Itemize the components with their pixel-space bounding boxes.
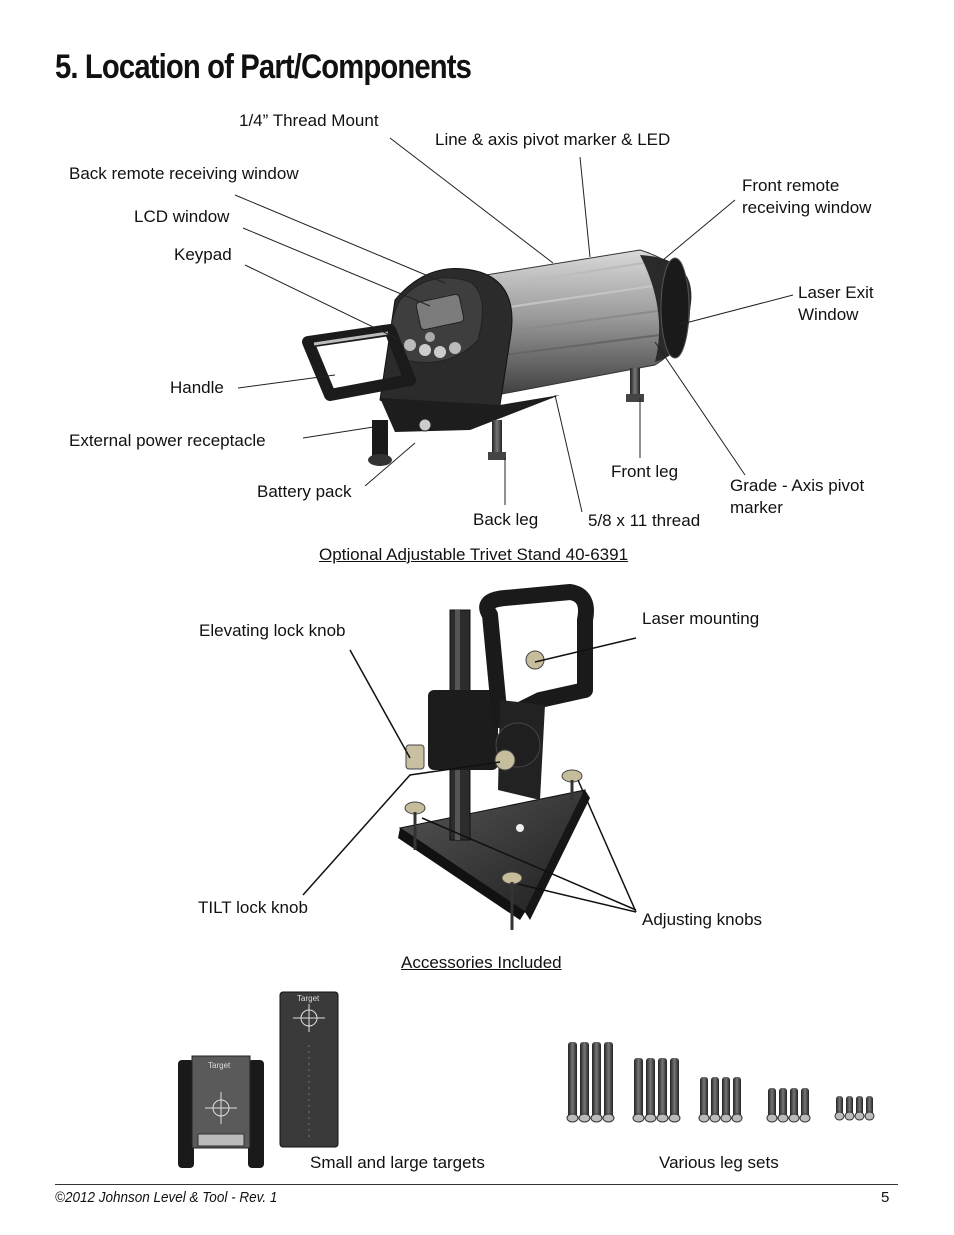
label-grade-axis-1: Grade - Axis pivot xyxy=(730,476,865,495)
leg-rod-foot xyxy=(633,1114,644,1122)
caption-leg-sets: Various leg sets xyxy=(659,1153,779,1172)
leg-rod xyxy=(604,1042,613,1118)
footer-page-number: 5 xyxy=(881,1189,890,1206)
label-battery-pack: Battery pack xyxy=(257,482,352,501)
label-5-8-thread: 5/8 x 11 thread xyxy=(588,511,701,530)
footer-copyright: ©2012 Johnson Level & Tool - Rev. 1 xyxy=(55,1189,278,1206)
label-keypad: Keypad xyxy=(174,245,232,264)
leg-rod-foot xyxy=(789,1114,799,1122)
leg-rod xyxy=(568,1042,577,1118)
leg-rod-foot xyxy=(835,1112,844,1120)
leg-rod xyxy=(670,1058,679,1118)
label-laser-mounting: Laser mounting xyxy=(642,609,760,628)
accessories-heading: Accessories Included xyxy=(401,953,562,972)
large-target-image xyxy=(280,992,338,1147)
label-front-leg: Front leg xyxy=(611,462,679,481)
footer-divider xyxy=(55,1184,898,1185)
page-title: 5. Location of Part/Components xyxy=(55,48,472,86)
label-line-axis-marker: Line & axis pivot marker & LED xyxy=(435,130,671,149)
leg-rod xyxy=(733,1077,741,1118)
leg-rod-foot xyxy=(645,1114,656,1122)
leg-rod-foot xyxy=(778,1114,788,1122)
caption-targets: Small and large targets xyxy=(310,1153,485,1172)
label-laser-exit-1: Laser Exit xyxy=(798,283,874,302)
label-elevating-lock: Elevating lock knob xyxy=(199,621,346,640)
leg-rod xyxy=(592,1042,601,1118)
leg-rod-foot xyxy=(669,1114,680,1122)
small-target-image xyxy=(178,1056,264,1168)
large-target-word: Target xyxy=(297,994,320,1003)
leg-rod xyxy=(646,1058,655,1118)
trivet-stand-image xyxy=(398,592,590,930)
leg-sets-image xyxy=(567,1042,874,1122)
leg-rod xyxy=(700,1077,708,1118)
label-back-remote-window: Back remote receiving window xyxy=(69,164,299,183)
leg-rod-foot xyxy=(591,1114,602,1122)
trivet-heading: Optional Adjustable Trivet Stand 40-6391 xyxy=(319,545,629,564)
leg-rod-foot xyxy=(657,1114,668,1122)
label-lcd-window: LCD window xyxy=(134,207,230,226)
leg-rod-foot xyxy=(579,1114,590,1122)
leg-rod xyxy=(711,1077,719,1118)
leg-rod xyxy=(722,1077,730,1118)
leg-rod-foot xyxy=(710,1114,720,1122)
leg-rod-foot xyxy=(603,1114,614,1122)
label-grade-axis-2: marker xyxy=(730,498,783,517)
label-thread-mount: 1/4” Thread Mount xyxy=(239,111,379,130)
label-laser-exit-2: Window xyxy=(798,305,859,324)
label-adjusting-knobs: Adjusting knobs xyxy=(642,910,763,929)
label-tilt-lock: TILT lock knob xyxy=(198,898,308,917)
label-handle: Handle xyxy=(170,378,224,397)
leg-rod-foot xyxy=(567,1114,578,1122)
leg-rod-foot xyxy=(845,1112,854,1120)
leg-rod-foot xyxy=(767,1114,777,1122)
label-back-leg: Back leg xyxy=(473,510,539,529)
small-target-word: Target xyxy=(208,1061,231,1070)
pipe-laser-image xyxy=(308,250,691,466)
leg-rod-foot xyxy=(800,1114,810,1122)
label-front-remote-1: Front remote xyxy=(742,176,840,195)
leg-rod xyxy=(658,1058,667,1118)
leg-rod-foot xyxy=(865,1112,874,1120)
label-front-remote-2: receiving window xyxy=(742,198,872,217)
leg-rod-foot xyxy=(732,1114,742,1122)
leg-rod-foot xyxy=(699,1114,709,1122)
leg-rod xyxy=(580,1042,589,1118)
leg-rod xyxy=(634,1058,643,1118)
leg-rod-foot xyxy=(855,1112,864,1120)
label-external-power: External power receptacle xyxy=(69,431,266,450)
leg-rod-foot xyxy=(721,1114,731,1122)
